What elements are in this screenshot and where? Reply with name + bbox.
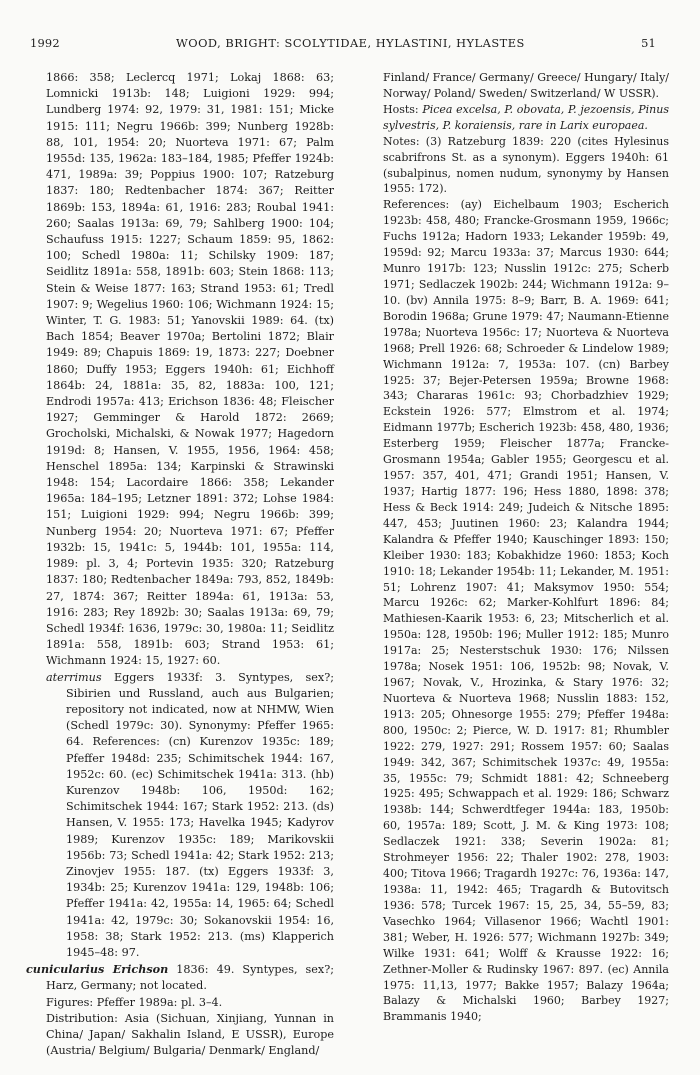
left-column bbox=[26, 70, 334, 1059]
hosts-species: Picea excelsa, P. obovata, P. jezoensis, Pinus sylvestris, P. koraiensis, rare in Larix europaea. bbox=[383, 102, 669, 132]
header-year: 1992 bbox=[30, 36, 60, 50]
running-head bbox=[30, 36, 656, 50]
right-column bbox=[363, 70, 669, 1025]
taxon-text-cunicularius: 1836: 49. Syntypes, sex?; Harz, Germany; not located. bbox=[46, 963, 334, 993]
references-block: References: (ay) Eichelbaum 1903; Escherich 1923b: 458, 480; Francke-Grosmann 1959, 1966c; Fuchs 1912a; Hadorn 1933; Lekander 1959b: 49, 1959d: 92; Marcu 1933a: 37; Marcus 1930: 644; Munro 1917b: 123; Nusslin 1912c: 275; Scherb 1971; Sedlaczek 1902b: 244; Wichmann 1912a: 9–10. (bv) Annila 1975: 8–9; Barr, B. A. 1969: 641; Borodin 1968a; Grune 1979: 47; Naumann-Etienne 1978a; Nuorteva 1956c: 17; Nuorteva & Nuorteva 1968; Prell 1926: 68; Schroeder & Lindelow 1989; Wichmann 1912a: 7, 1953a: 107. (cn) Barbey 1925: 37; Bejer-Petersen 1959a; Browne 1968: 343; Chararas 1961c: 93; Chorbadzhiev 1929; Eckstein 1926: 577; Elmstrom et al. 1974; Eidmann 1977b; Escherich 1923b: 458, 480, 1936; Esterberg 1959; Fleischer 1877a; Francke-Grosmann 1954a; Gabler 1955; Georgescu et al. 1957: 357, 401, 471; Grandi 1951; Hansen, V. 1937; Hartig 1877: 196; Hess 1880, 1898: 378; Hess & Beck 1914: 249; Judeich & Nitsche 1895: 447, 453; Juutinen 1960: 23; Kalandra 1944; Kalandra & Pfeffer 1940; Kauschinger 1893: 150; Kleiber 1930: 183; Kobakhidze 1960: 1853; Koch 1910: 18; Lekander 1954b: 11; Lekander, M. 1951: 51; Lohrenz 1907: 41; Maksymov 1950: 554; Marcu 1926c: 62; Marker-Kohlfurt 1896: 84; Mathiesen-Kaarik 1953: 6, 23; Mitscherlich et al. 1950a: 128, 1950b: 196; Muller 1912: 185; Munro 1917a: 25; Nesterstschuk 1930: 176; Nilssen 1978a; Nosek 1951: 106, 1952b: 98; Novak, V. 1967; Novak, V., Hrozinka, & Stary 1976: 32; Nuorteva & Nuorteva 1968; Nusslin 1883: 152, 1913: 205; Ohnesorge 1955: 279; Pfeffer 1948a: 800, 1950c: 2; Pierce, W. D. 1917: 81; Rhumbler 1922: 279, 1927: 291; Rossem 1957: 60; Saalas 1949: 342, 367; Schimitschek 1937c: 49, 1955a: 35, 1955c: 79; Schmidt 1881: 42; Schneeberg 1925: 495; Schwappach et al. 1929: 186; Schwarz 1938b: 144; Schwerdtfeger 1944a: 183, 1950b: 60, 1957a: 189; Scott, J. M. & King 1973: 108; Sedlaczek 1921: 338; Severin 1902a: 81; Strohmeyer 1956: 22; Thaler 1902: 278, 1903: 400; Titova 1966; Tragardh 1927c: 76, 1936a: 147, 1938a: 11, 1942: 465; Tragardh & Butovitsch 1936: 578; Turcek 1967: 15, 25, 34, 55–59, 83; Vasechko 1964; Villasenor 1966; Wachtl 1901: 381; Weber, H. 1926: 577; Wichmann 1927b: 349; Wilke 1931: 641; Wolff & Krausse 1922: 16; Zethner-Moller & Rudinsky 1967: 897. (ec) Annila 1975: 11,13, 1977; Bakke 1957; Balazy 1964a; Balazy & Michalski 1960; Barbey 1927; Brammanis 1940; bbox=[383, 198, 669, 1024]
taxon-entry-aterrimus bbox=[26, 670, 334, 962]
notes-line: Notes: (3) Ratzeburg 1839: 220 (cites Hylesinus scabrifrons St. as a synonym). Eggers 1940h: 61 (subalpinus, nomen nudum, synonymy by Hansen 1955: 172). bbox=[383, 134, 669, 196]
distribution-continued: Finland/ France/ Germany/ Greece/ Hungary/ Italy/ Norway/ Poland/ Sweden/ Switzerland/ W USSR). bbox=[383, 71, 669, 100]
header-page-number: 51 bbox=[641, 36, 656, 50]
distribution-line: Distribution: Asia (Sichuan, Xinjiang, Yunnan in China/ Japan/ Sakhalin Island, E USSR), Europe (Austria/ Belgium/ Bulgaria/ Denmark/ England/ bbox=[46, 1011, 334, 1058]
figures-line: Figures: Pfeffer 1989a: pl. 3–4. bbox=[46, 995, 223, 1009]
taxon-name-aterrimus: aterrimus bbox=[46, 670, 102, 684]
taxon-text-aterrimus: Eggers 1933f: 3. Syntypes, sex?; Sibirien und Russland, auch aus Bulgarien; repository not indicated, now at NHMW, Wien (Schedl 1979c: 30). Synonymy: Pfeffer 1965: 64. References: (cn) Kurenzov 1935c: 189; Pfeffer 1948d: 235; Schimitschek 1944: 167, 1952c: 60. (ec) Schimitschek 1941a: 313. (hb) Kurenzov 1948b: 106, 1950d: 162; Schimitschek 1944: 167; Stark 1952: 213. (ds) Hansen, V. 1955: 173; Havelka 1945; Kadyrov 1989; Kurenzov 1935c: 189; Marikovskii 1956b: 73; Schedl 1941a: 42; Stark 1952: 213; Zinovjev 1955: 187. (tx) Eggers 1933f: 3, 1934b: 25; Kurenzov 1941a: 129, 1948b: 106; Pfeffer 1941a: 42, 1955a: 14, 1965: 64; Schedl 1941a: 42, 1979c: 30; Sokanovskii 1954: 16, 1958: 38; Stark 1952: 213. (ms) Klapperich 1945–48: 97. bbox=[66, 670, 334, 959]
taxon-entry-cunicularius bbox=[26, 961, 334, 994]
references-continued: 1866: 358; Leclercq 1971; Lokaj 1868: 63; Lomnicki 1913b: 148; Luigioni 1929: 994; Lundberg 1974: 92, 1979: 31, 1981: 151; Micke 1915: 111; Negru 1966b: 399; Nunberg 1928b: 88, 101, 1954: 20; Nuorteva 1971: 67; Palm 1955d: 135, 1962a: 183–184, 1985; Pfeffer 1924b: 471, 1989a: 39; Poppius 1900: 107; Ratzeburg 1837: 180; Redtenbacher 1874: 367; Reitter 1869b: 153, 1894a: 61, 1916: 283; Roubal 1941: 260; Saalas 1913a: 69, 79; Sahlberg 1900: 104; Schaufuss 1915: 1227; Schaum 1859: 95, 1862: 100; Schedl 1980a: 11; Schilsky 1909: 187; Seidlitz 1891a: 558, 1891b: 603; Stein 1868: 113; Stein & Weise 1877: 163; Strand 1953: 61; Tredl 1907: 9; Wegelius 1960: 106; Wichmann 1924: 15; Winter, T. G. 1983: 51; Yanovskii 1989: 64. (tx) Bach 1854; Beaver 1970a; Bertolini 1872; Blair 1949: 89; Chapuis 1869: 19, 1873: 227; Doebner 1860; Duffy 1953; Eggers 1940h: 61; Eichhoff 1864b: 24, 1881a: 35, 82, 1883a: 100, 121; Endrodi 1957a: 413; Erichson 1836: 48; Fleischer 1927; Gemminger & Harold 1872: 2669; Grocholski, Michalski, & Nowak 1977; Hagedorn 1919d: 8; Hansen, V. 1955, 1956, 1964: 458; Henschel 1895a: 134; Karpinski & Strawinski 1948: 154; Lacordaire 1866: 358; Lekander 1965a: 184–195; Letzner 1891: 372; Lohse 1984: 151; Luigioni 1929: 994; Negru 1966b: 399; Nunberg 1954: 20; Nuorteva 1971: 67; Pfeffer 1932b: 15, 1941c: 5, 1944b: 101, 1955a: 114, 1989: pl. 3, 4; Portevin 1935: 320; Ratzeburg 1837: 180; Redtenbacher 1849a: 793, 852, 1849b: 27, 1874: 367; Reitter 1894a: 61, 1913a: 53, 1916: 283; Rey 1892b: 30; Saalas 1913a: 69, 79; Schedl 1934f: 1636, 1979c: 30, 1980a: 11; Seidlitz 1891a: 558, 1891b: 603; Strand 1953: 61; Wichmann 1924: 15, 1927: 60. bbox=[46, 71, 334, 668]
header-title: WOOD, BRIGHT: SCOLYTIDAE, HYLASTINI, HYLASTES bbox=[176, 36, 525, 50]
taxon-name-cunicularius: cunicularius Erichson bbox=[26, 962, 169, 977]
hosts-label: Hosts: bbox=[383, 102, 423, 116]
hosts-line bbox=[363, 102, 669, 134]
